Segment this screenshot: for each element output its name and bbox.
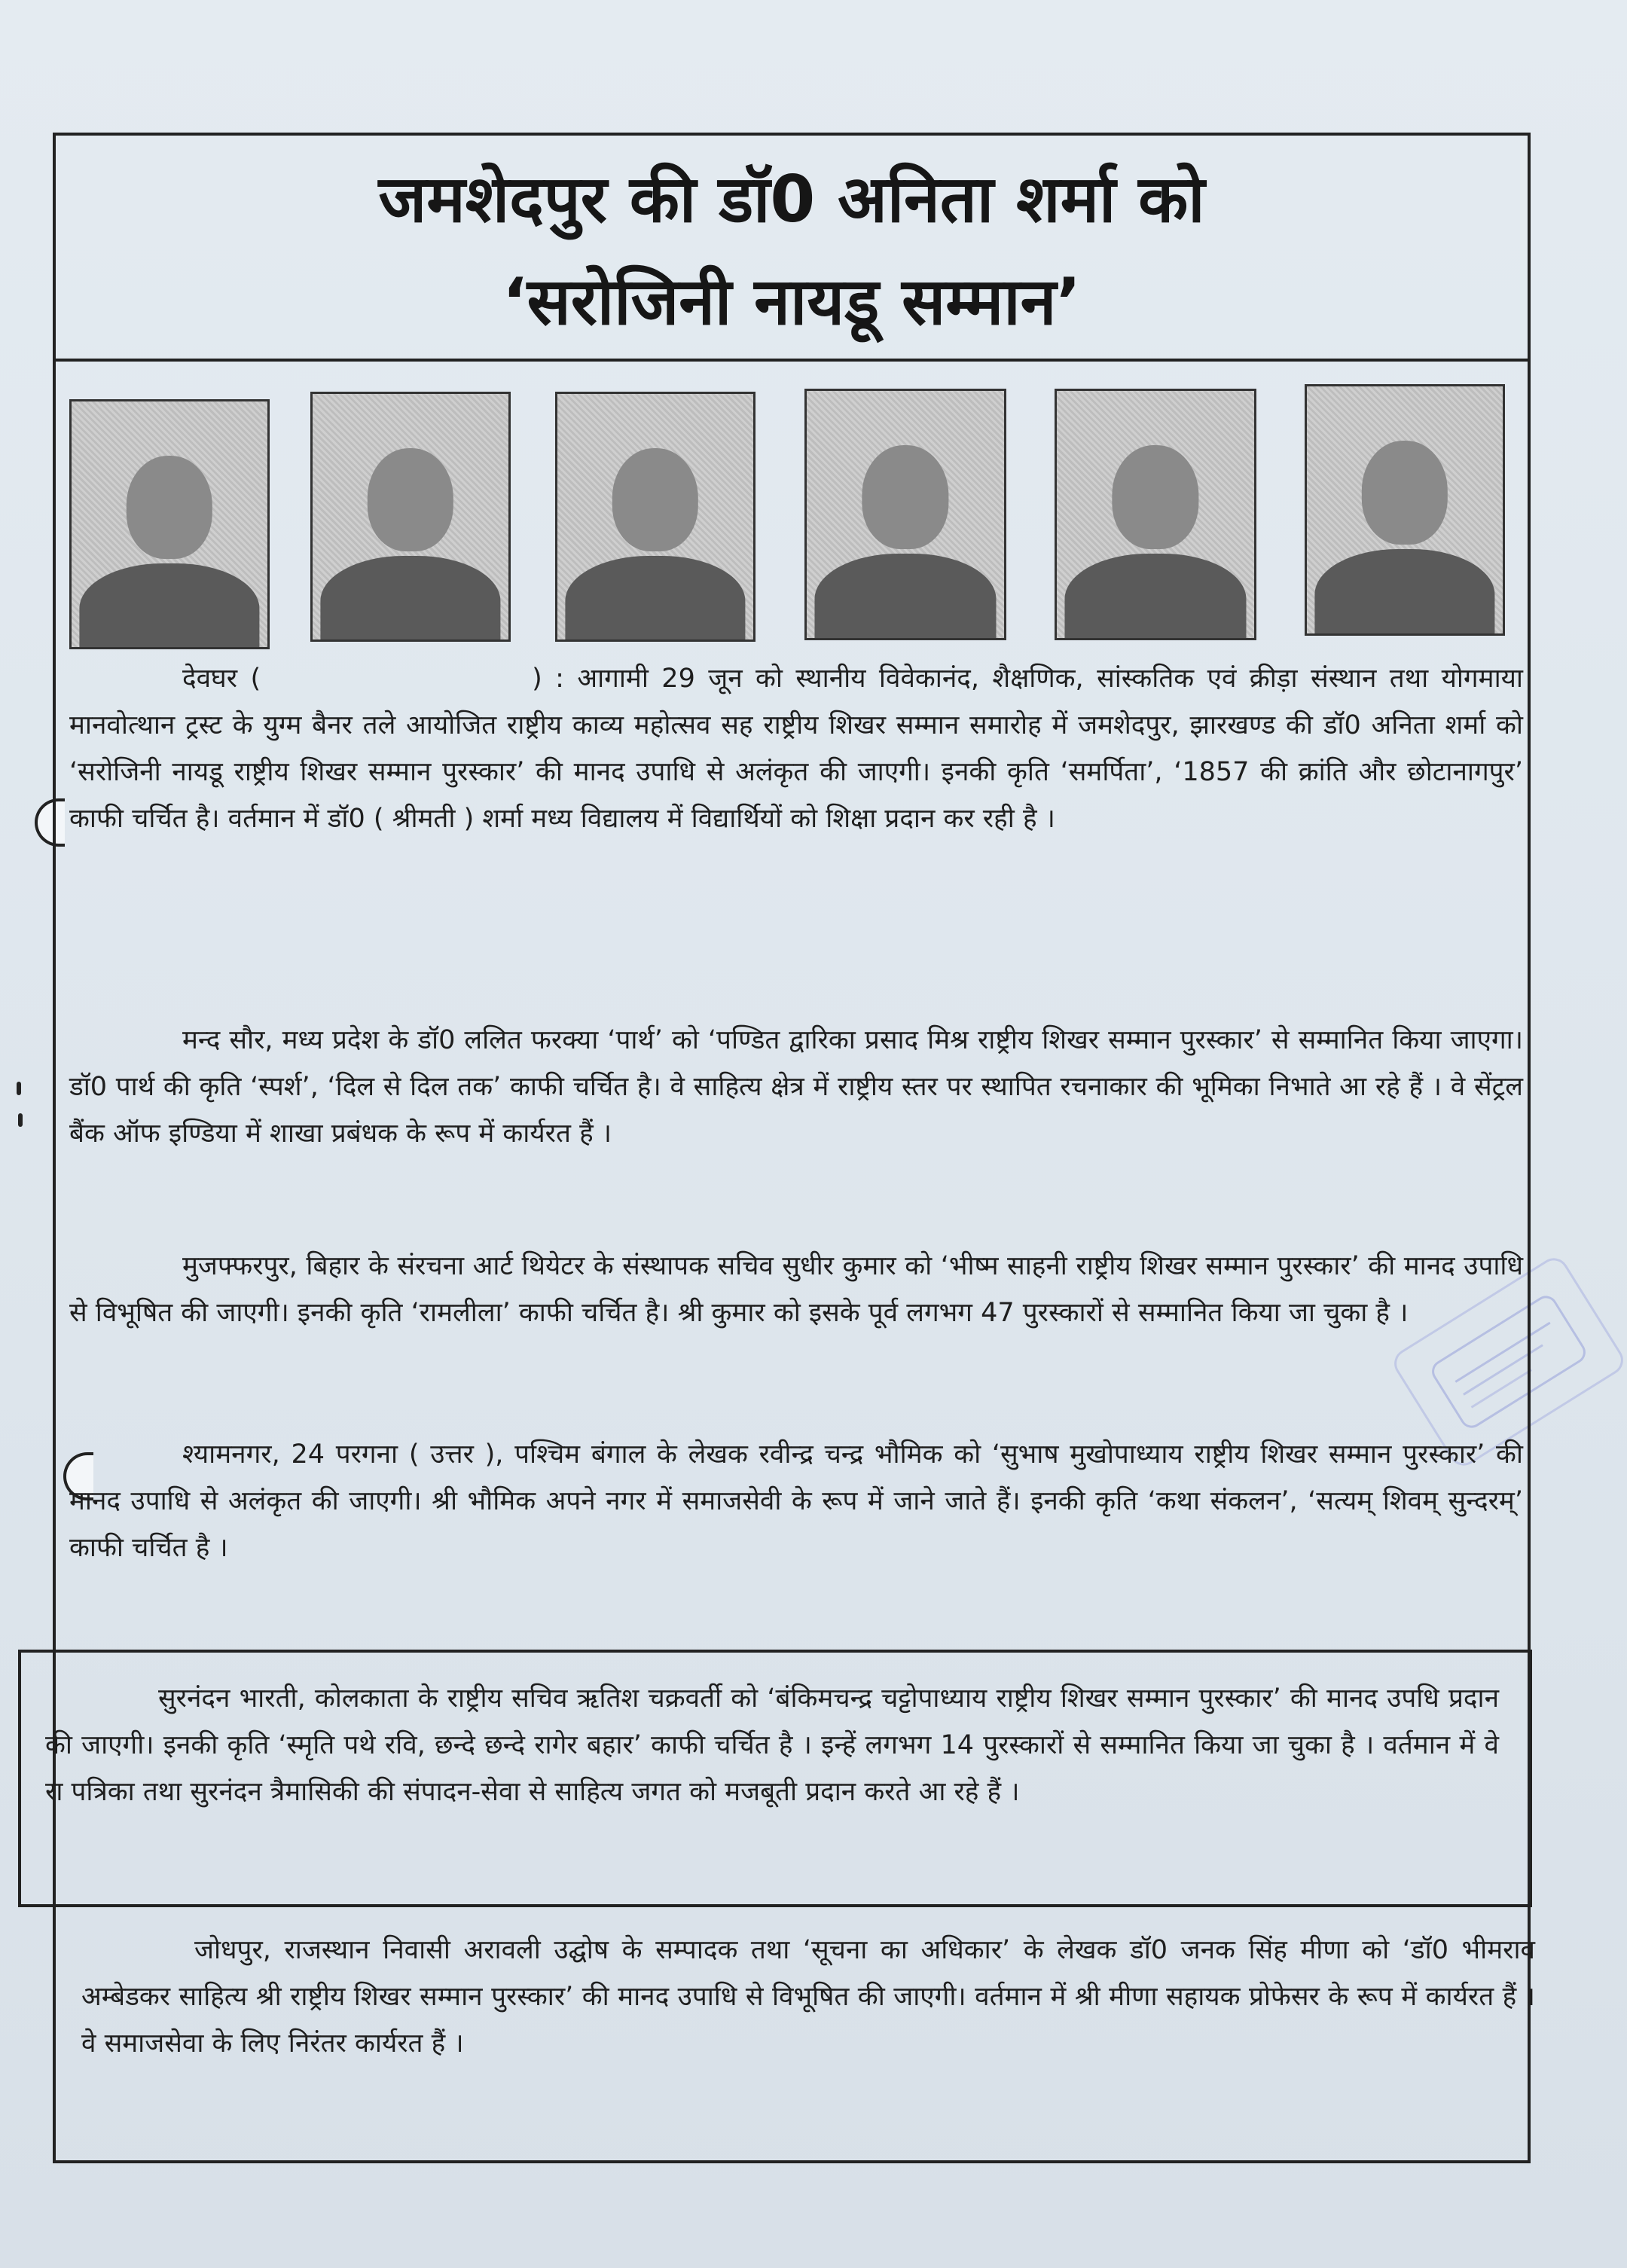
portrait-photo-4 — [804, 389, 1006, 640]
paragraph-3-text: मुजफ्फरपुर, बिहार के संरचना आर्ट थियेटर के संस्थापक सचिव सुधीर कुमार को ‘भीष्म साहनी राष्ट्रीय शिखर सम्मान पुरस्कार’ की मानद उपाधि से विभूषित की जाएगी। इनकी कृति ‘रामलीला’ काफी चर्चित है। श्री कुमार को इसके पूर्व लगभग 47 पुरस्कारों से सम्मानित किया जा चुका है । — [69, 1251, 1523, 1328]
margin-mark — [18, 1113, 23, 1127]
headline-line-2: ‘सरोजिनी नायडू सम्मान’ — [502, 264, 1082, 340]
margin-mark — [17, 1082, 21, 1095]
paragraph-1 — [69, 655, 1523, 842]
paragraph-2-text: मन्द सौर, मध्य प्रदेश के डॉ0 ललित फरक्या ‘पार्थ’ को ‘पण्डित द्वारिका प्रसाद मिश्र राष्ट्रीय शिखर सम्मान पुरस्कार’ से सम्मानित किया जाएगा। डॉ0 पार्थ की कृति ‘स्पर्श’, ‘दिल से दिल तक’ काफी चर्चित है। वे साहित्य क्षेत्र में राष्ट्रीय स्तर पर स्थापित रचनाकार की भूमिका निभाते आ रहे हैं । वे सेंट्रल बैंक ऑफ इण्डिया में शाखा प्रबंधक के रूप में कार्यरत हैं । — [69, 1025, 1523, 1149]
dateline: देवघर ( — [182, 664, 261, 694]
headline-line-1: जमशेदपुर की डॉ0 अनिता शर्मा को — [378, 162, 1205, 237]
portrait-photo-3 — [555, 392, 756, 642]
portrait-photo-1 — [69, 399, 270, 649]
highlighted-paragraph-box — [18, 1650, 1532, 1907]
paragraph-4 — [69, 1431, 1523, 1571]
paragraph-2 — [69, 1017, 1523, 1157]
paragraph-1-text: ) : आगामी 29 जून को स्थानीय विवेकानंद, शैक्षणिक, सांस्कतिक एवं क्रीड़ा संस्थान तथा योगमाया मानवोत्थान ट्रस्ट के युग्म बैनर तले आयोजित राष्ट्रीय काव्य महोत्सव सह राष्ट्रीय शिखर सम्मान समारोह में जमशेदपुर, झारखण्ड की डॉ0 अनिता शर्मा को ‘सरोजिनी नायडू राष्ट्रीय शिखर सम्मान पुरस्कार’ की मानद उपाधि से अलंकृत की जाएगी। इनकी कृति ‘समर्पिता’, ‘1857 की क्रांति और छोटानागपुर’ काफी चर्चित है। वर्तमान में डॉ0 ( श्रीमती ) शर्मा मध्य विद्यालय में विद्यार्थियों को शिक्षा प्रदान कर रही है । — [69, 664, 1523, 834]
paragraph-3 — [69, 1243, 1523, 1336]
paragraph-6-text: जोधपुर, राजस्थान निवासी अरावली उद्घोष के सम्पादक तथा ‘सूचना का अधिकार’ के लेखक डॉ0 जनक सिंह मीणा को ‘डॉ0 भीमराव अम्बेडकर साहित्य श्री राष्ट्रीय शिखर सम्मान पुरस्कार’ की मानद उपाधि से विभूषित की जाएगी। वर्तमान में श्री मीणा सहायक प्रोफेसर के रूप में कार्यरत हैं । वे समाजसेवा के लिए निरंतर कार्यरत हैं । — [81, 1935, 1535, 2059]
paragraph-5 — [45, 1675, 1499, 1815]
portrait-photo-6 — [1305, 384, 1505, 636]
headline-box — [56, 136, 1528, 362]
paragraph-6 — [81, 1927, 1535, 2067]
paragraph-5-text: सुरनंदन भारती, कोलकाता के राष्ट्रीय सचिव ऋतिश चक्रवर्ती को ‘बंकिमचन्द्र चट्टोपाध्याय राष्ट्रीय शिखर सम्मान पुरस्कार’ की मानद उपधि प्रदान की जाएगी। इनकी कृति ‘स्मृति पथे रवि, छन्दे छन्दे रागेर बहार’ काफी चर्चित है । इन्हें लगभग 14 पुरस्कारों से सम्मानित किया जा चुका है । वर्तमान में वे रा पत्रिका तथा सुरनंदन त्रैमासिकी की संपादन-सेवा से साहित्य जगत को मजबूती प्रदान करते आ रहे हैं । — [45, 1683, 1499, 1807]
paragraph-4-text: श्यामनगर, 24 परगना ( उत्तर ), पश्चिम बंगाल के लेखक रवीन्द्र चन्द्र भौमिक को ‘सुभाष मुखोपाध्याय राष्ट्रीय शिखर सम्मान पुरस्कार’ की मानद उपाधि से अलंकृत की जाएगी। श्री भौमिक अपने नगर में समाजसेवी के रूप में जाने जाते हैं। इनकी कृति ‘कथा संकलन’, ‘सत्यम् शिवम् सुन्दरम्’ काफी चर्चित है । — [69, 1439, 1523, 1563]
portrait-photo-5 — [1055, 389, 1256, 640]
portrait-photo-2 — [310, 392, 511, 642]
